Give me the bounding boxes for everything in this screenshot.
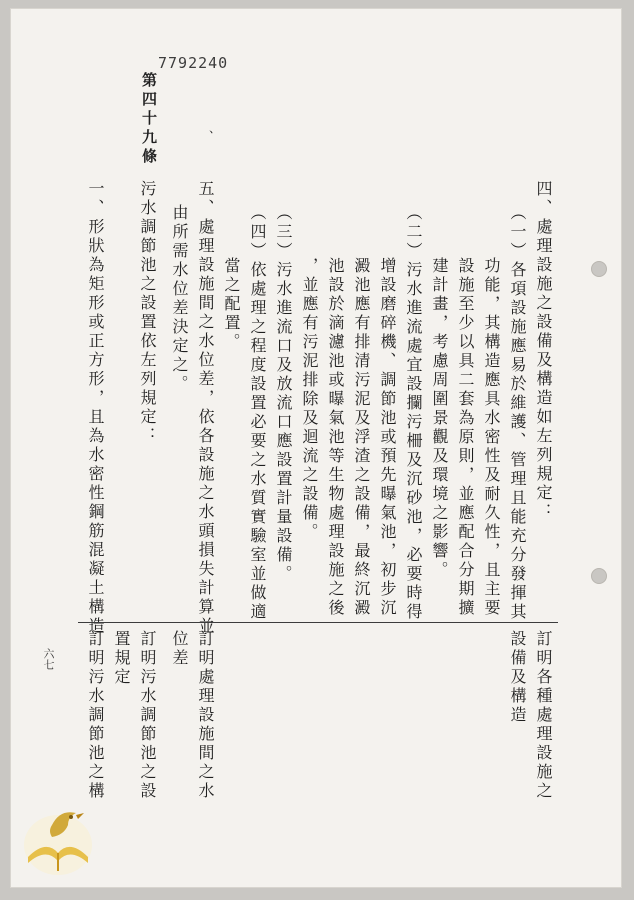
article-heading: 第四十九條	[140, 72, 158, 167]
note-4-line1: 訂明污水調節池之構	[86, 630, 105, 801]
clause-5-line1: 五、處理設施間之水位差，依各設施之水頭損失計算並	[196, 180, 215, 636]
note-2-line2: 位差	[170, 630, 189, 668]
punch-hole-top	[591, 261, 607, 277]
note-2-line1: 訂明處理設施間之水	[196, 630, 215, 801]
note-3-line2: 置規定	[112, 630, 131, 687]
clause-4-1-line3: 設施至少以具二套為原則，並應配合分期擴	[456, 257, 475, 618]
page-number: 六七	[42, 648, 55, 670]
clause-4-2-line3: 澱池應有排清污泥及浮渣之設備，最終沉澱	[352, 257, 371, 618]
comma-mark: 、	[200, 130, 214, 145]
clause-4-4-line1: （四）依處理之程度設置必要之水質實驗室並做適	[248, 204, 267, 622]
punch-hole-bottom	[591, 568, 607, 584]
archive-stamp-number: 7792240	[158, 54, 229, 72]
clause-4-3: （三）污水進流口及放流口應設置計量設備。	[274, 204, 293, 584]
note-3-line1: 訂明污水調節池之設	[138, 630, 157, 801]
clause-5-line2: 由所需水位差決定之。	[170, 204, 189, 394]
clause-4-2-line2: 增設磨碎機、調節池或預先曝氣池，初步沉	[378, 257, 397, 618]
clause-4-2-line4: 池設於滴濾池或曝氣池等生物處理設施之後	[326, 257, 345, 618]
library-watermark-logo	[18, 795, 98, 879]
clause-4-1-line2: 功能，其構造應具水密性及耐久性，且主要	[482, 257, 501, 618]
clause-4-4-line2: 當之配置。	[222, 257, 241, 352]
article-49-item1: 一、形狀為矩形或正方形，且為水密性鋼筋混凝土構造	[86, 180, 105, 636]
clause-4-2-line1: （二）污水進流處宜設攔污柵及沉砂池，必要時得	[404, 204, 423, 622]
note-1-line2: 設備及構造	[508, 630, 527, 725]
note-1-line1: 訂明各種處理設施之	[534, 630, 553, 801]
article-49-intro: 污水調節池之設置依左列規定：	[138, 180, 157, 446]
divider-line	[78, 622, 558, 623]
clause-4-heading: 四、處理設施之設備及構造如左列規定：	[534, 180, 553, 522]
clause-4-2-line5: ，並應有污泥排除及迴流之設備。	[300, 257, 319, 542]
clause-4-1-line4: 建計畫，考慮周圍景觀及環境之影響。	[430, 257, 449, 580]
clause-4-1-line1: （一）各項設施應易於維護、管理且能充分發揮其	[508, 204, 527, 622]
